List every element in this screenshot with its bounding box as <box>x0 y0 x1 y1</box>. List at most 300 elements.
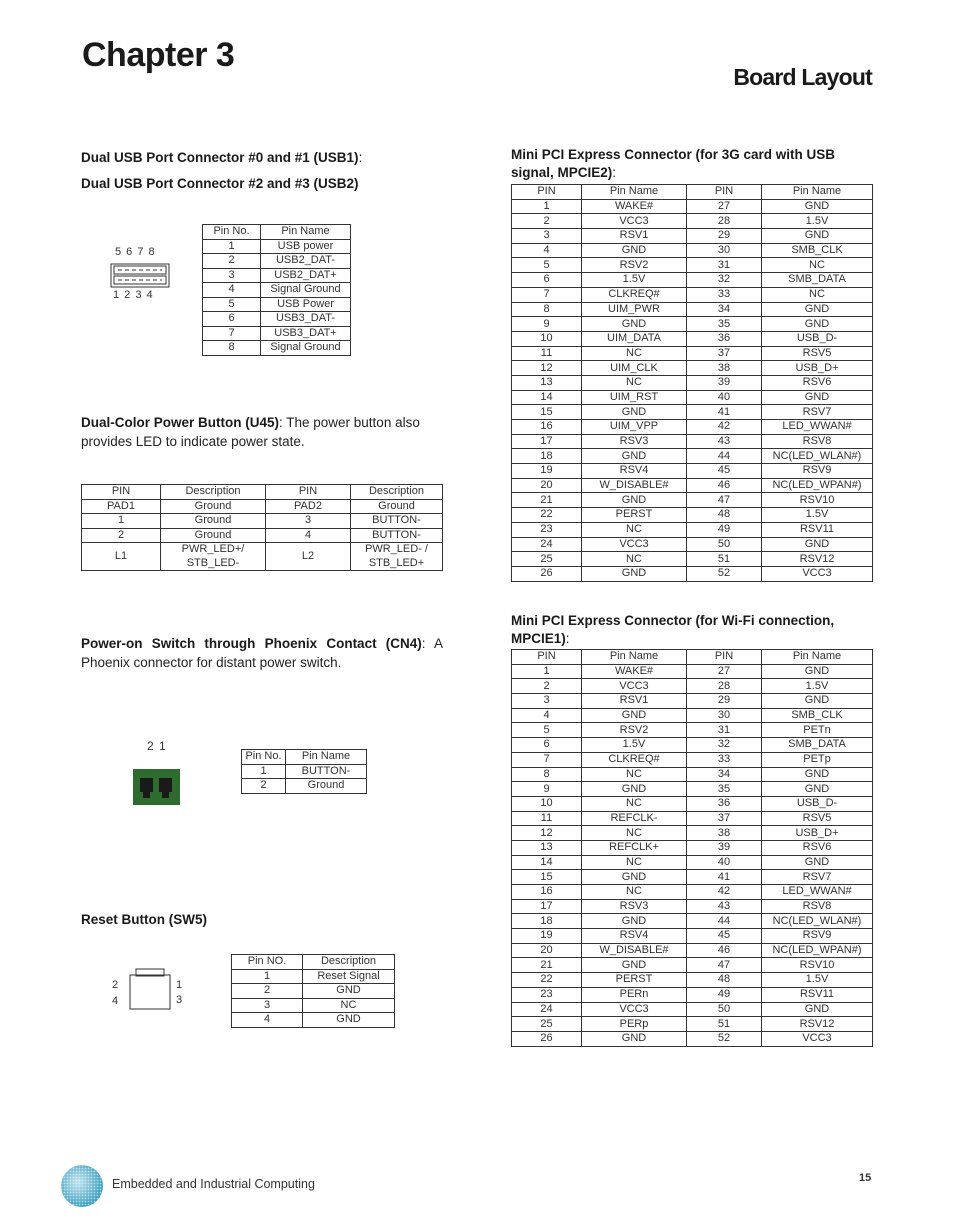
table-cell: NC <box>762 287 873 302</box>
power-button-heading: Dual-Color Power Button (U45) <box>81 415 279 430</box>
table-cell: GND <box>582 782 687 797</box>
table-cell: NC <box>582 767 687 782</box>
column-header: Pin Name <box>261 225 351 240</box>
table-cell: 4 <box>232 1013 303 1028</box>
table-cell: 2 <box>512 214 582 229</box>
table-cell: WAKE# <box>582 664 687 679</box>
table-row <box>512 855 873 870</box>
table-cell: GND <box>762 199 873 214</box>
table-cell: GND <box>762 855 873 870</box>
table-cell: 52 <box>687 566 762 581</box>
table-cell: 2 <box>512 679 582 694</box>
table-row <box>512 361 873 376</box>
table-cell: BUTTON- <box>351 514 443 529</box>
table-cell: 42 <box>687 420 762 435</box>
table-cell: Signal Ground <box>261 341 351 356</box>
table-row <box>82 543 443 571</box>
table-row <box>232 1013 395 1028</box>
page-number: 15 <box>859 1172 872 1184</box>
table-cell: VCC3 <box>582 214 687 229</box>
table-cell: 20 <box>512 478 582 493</box>
table-row <box>512 302 873 317</box>
table-cell: GND <box>582 708 687 723</box>
table-cell: 3 <box>232 998 303 1013</box>
table-cell: PWR_LED+/ STB_LED- <box>161 543 266 571</box>
table-cell: 8 <box>512 302 582 317</box>
table-row <box>203 297 351 312</box>
table-cell: 49 <box>687 522 762 537</box>
table-cell: 3 <box>512 694 582 709</box>
table-cell: GND <box>582 914 687 929</box>
table-cell: CLKREQ# <box>582 752 687 767</box>
table-cell: 37 <box>687 811 762 826</box>
table-row <box>242 764 367 779</box>
table-cell: 13 <box>512 840 582 855</box>
table-cell: NC <box>582 796 687 811</box>
table-cell: RSV3 <box>582 434 687 449</box>
table-cell: 16 <box>512 420 582 435</box>
table-cell: RSV1 <box>582 229 687 244</box>
table-cell: Signal Ground <box>261 283 351 298</box>
table-row <box>82 514 443 529</box>
table-row <box>512 708 873 723</box>
table-cell: RSV2 <box>582 258 687 273</box>
table-cell: PAD1 <box>82 499 161 514</box>
table-cell: 40 <box>687 855 762 870</box>
table-cell: 25 <box>512 1017 582 1032</box>
table-row <box>512 723 873 738</box>
column-header: Description <box>303 955 395 970</box>
table-row <box>242 779 367 794</box>
usb2-heading: Dual USB Port Connector #2 and #3 (USB2) <box>81 176 359 191</box>
table-row <box>512 885 873 900</box>
table-cell: SMB_DATA <box>762 273 873 288</box>
table-row <box>232 969 395 984</box>
table-cell: Ground <box>161 528 266 543</box>
table-cell: PETn <box>762 723 873 738</box>
table-cell: W_DISABLE# <box>582 478 687 493</box>
column-header: Pin Name <box>762 650 873 665</box>
table-header-row <box>232 955 395 970</box>
reset-button-diagram <box>128 967 172 1011</box>
reset-pin-label: 4 <box>112 995 119 1007</box>
table-cell: RSV4 <box>582 464 687 479</box>
table-cell: 8 <box>512 767 582 782</box>
column-header: PIN <box>687 650 762 665</box>
table-cell: 4 <box>203 283 261 298</box>
table-header-row <box>512 185 873 200</box>
table-cell: NC <box>582 826 687 841</box>
table-cell: 33 <box>687 752 762 767</box>
table-cell: 7 <box>512 752 582 767</box>
table-cell: 28 <box>687 679 762 694</box>
table-cell: 44 <box>687 449 762 464</box>
table-cell: RSV2 <box>582 723 687 738</box>
table-cell: USB2_DAT+ <box>261 268 351 283</box>
table-row <box>512 478 873 493</box>
table-cell: RSV8 <box>762 434 873 449</box>
table-cell: GND <box>582 493 687 508</box>
table-cell: UIM_PWR <box>582 302 687 317</box>
table-cell: PERST <box>582 508 687 523</box>
column-header: PIN <box>687 185 762 200</box>
table-cell: 5 <box>512 258 582 273</box>
reset-heading: Reset Button (SW5) <box>81 912 207 927</box>
table-cell: 1 <box>232 969 303 984</box>
table-row <box>512 258 873 273</box>
table-row <box>203 254 351 269</box>
table-row <box>512 664 873 679</box>
table-row <box>512 973 873 988</box>
table-cell: USB Power <box>261 297 351 312</box>
table-cell: RSV6 <box>762 840 873 855</box>
table-row <box>512 449 873 464</box>
table-cell: RSV9 <box>762 929 873 944</box>
table-row <box>512 420 873 435</box>
table-cell: PERp <box>582 1017 687 1032</box>
column-header: Pin Name <box>582 650 687 665</box>
table-cell: REFCLK- <box>582 811 687 826</box>
table-cell: RSV1 <box>582 694 687 709</box>
table-row <box>512 493 873 508</box>
table-cell: CLKREQ# <box>582 287 687 302</box>
table-cell: 1 <box>82 514 161 529</box>
table-cell: 29 <box>687 229 762 244</box>
table-cell: 46 <box>687 478 762 493</box>
reset-table <box>231 954 395 1028</box>
table-cell: 12 <box>512 826 582 841</box>
table-cell: GND <box>582 1031 687 1046</box>
table-row <box>512 694 873 709</box>
table-cell: 43 <box>687 899 762 914</box>
table-cell: USB_D- <box>762 796 873 811</box>
table-cell: NC <box>762 258 873 273</box>
table-cell: RSV12 <box>762 552 873 567</box>
table-row <box>82 499 443 514</box>
table-cell: 17 <box>512 434 582 449</box>
table-cell: GND <box>303 1013 395 1028</box>
reset-pin-label: 3 <box>176 994 183 1006</box>
table-cell: 21 <box>512 493 582 508</box>
table-cell: RSV5 <box>762 346 873 361</box>
table-row <box>203 326 351 341</box>
table-cell: PERn <box>582 987 687 1002</box>
table-cell: 20 <box>512 943 582 958</box>
table-row <box>232 998 395 1013</box>
table-cell: 6 <box>512 273 582 288</box>
table-cell: 1.5V <box>582 273 687 288</box>
table-cell: USB power <box>261 239 351 254</box>
table-row <box>512 287 873 302</box>
table-cell: VCC3 <box>762 1031 873 1046</box>
table-cell: WAKE# <box>582 199 687 214</box>
table-row <box>512 870 873 885</box>
table-cell: 7 <box>203 326 261 341</box>
table-cell: GND <box>762 302 873 317</box>
table-cell: 30 <box>687 708 762 723</box>
table-row <box>512 214 873 229</box>
table-cell: GND <box>762 229 873 244</box>
table-cell: RSV12 <box>762 1017 873 1032</box>
table-row <box>512 987 873 1002</box>
table-row <box>512 679 873 694</box>
table-row <box>512 346 873 361</box>
table-cell: 2 <box>82 528 161 543</box>
table-cell: 5 <box>512 723 582 738</box>
table-cell: 10 <box>512 796 582 811</box>
table-cell: NC <box>303 998 395 1013</box>
table-cell: 13 <box>512 375 582 390</box>
table-cell: 6 <box>203 312 261 327</box>
table-cell: 1.5V <box>762 973 873 988</box>
table-cell: GND <box>762 664 873 679</box>
table-cell: 29 <box>687 694 762 709</box>
table-cell: 14 <box>512 390 582 405</box>
table-cell: GND <box>762 694 873 709</box>
table-cell: UIM_RST <box>582 390 687 405</box>
table-cell: NC(LED_WPAN#) <box>762 943 873 958</box>
table-row <box>512 464 873 479</box>
column-header: Pin No. <box>203 225 261 240</box>
table-cell: GND <box>582 870 687 885</box>
table-row <box>203 239 351 254</box>
section-title: Board Layout <box>733 64 872 90</box>
phoenix-connector-diagram <box>133 769 181 806</box>
table-cell: 28 <box>687 214 762 229</box>
table-row <box>512 199 873 214</box>
table-cell: 33 <box>687 287 762 302</box>
column-header: Pin NO. <box>232 955 303 970</box>
table-row <box>512 738 873 753</box>
table-cell: GND <box>582 405 687 420</box>
usb1-heading: Dual USB Port Connector #0 and #1 (USB1): <box>81 150 363 165</box>
table-cell: 25 <box>512 552 582 567</box>
table-row <box>512 375 873 390</box>
usb-connector-diagram <box>110 263 172 289</box>
table-cell: RSV10 <box>762 958 873 973</box>
table-cell: 1 <box>512 664 582 679</box>
table-cell: 50 <box>687 537 762 552</box>
table-header-row <box>512 650 873 665</box>
table-cell: RSV5 <box>762 811 873 826</box>
table-cell: GND <box>582 449 687 464</box>
column-header: PIN <box>266 485 351 500</box>
power-switch-text: Power-on Switch through Phoenix Contact (CN4): A Phoenix connector for distant power switch. <box>81 636 443 670</box>
table-cell: NC(LED_WLAN#) <box>762 914 873 929</box>
table-cell: 37 <box>687 346 762 361</box>
table-cell: 9 <box>512 317 582 332</box>
table-cell: 4 <box>512 243 582 258</box>
table-row <box>512 899 873 914</box>
table-row <box>512 752 873 767</box>
table-row <box>512 796 873 811</box>
table-cell: NC <box>582 522 687 537</box>
table-row <box>203 312 351 327</box>
table-cell: USB_D+ <box>762 361 873 376</box>
table-cell: 3 <box>203 268 261 283</box>
reset-pin-label: 2 <box>112 979 119 991</box>
table-cell: L2 <box>266 543 351 571</box>
table-cell: 2 <box>203 254 261 269</box>
table-cell: RSV8 <box>762 899 873 914</box>
table-cell: 19 <box>512 464 582 479</box>
table-cell: PAD2 <box>266 499 351 514</box>
table-cell: GND <box>582 566 687 581</box>
table-cell: 5 <box>203 297 261 312</box>
mpcie1-heading: Mini PCI Express Connector (for Wi-Fi connection, MPCIE1): <box>511 613 835 646</box>
table-cell: 51 <box>687 1017 762 1032</box>
table-cell: 1 <box>512 199 582 214</box>
table-cell: 39 <box>687 375 762 390</box>
table-cell: GND <box>582 958 687 973</box>
table-cell: Ground <box>286 779 367 794</box>
usb-pin-table <box>202 224 351 356</box>
table-row <box>512 243 873 258</box>
table-cell: RSV11 <box>762 522 873 537</box>
table-cell: RSV11 <box>762 987 873 1002</box>
table-cell: 22 <box>512 973 582 988</box>
table-cell: 1.5V <box>762 214 873 229</box>
table-cell: 12 <box>512 361 582 376</box>
power-switch-table <box>241 749 367 794</box>
table-cell: UIM_DATA <box>582 331 687 346</box>
table-cell: 11 <box>512 346 582 361</box>
table-row <box>512 840 873 855</box>
table-cell: 27 <box>687 199 762 214</box>
table-cell: 41 <box>687 870 762 885</box>
table-row <box>512 1031 873 1046</box>
table-cell: 24 <box>512 1002 582 1017</box>
table-cell: 32 <box>687 738 762 753</box>
table-cell: SMB_CLK <box>762 243 873 258</box>
column-header: Pin No. <box>242 750 286 765</box>
table-cell: 41 <box>687 405 762 420</box>
table-cell: GND <box>762 782 873 797</box>
table-cell: RSV7 <box>762 405 873 420</box>
table-row <box>203 283 351 298</box>
table-cell: 2 <box>242 779 286 794</box>
table-cell: 16 <box>512 885 582 900</box>
table-cell: 27 <box>687 664 762 679</box>
column-header: Pin Name <box>286 750 367 765</box>
table-cell: 35 <box>687 317 762 332</box>
table-cell: 36 <box>687 796 762 811</box>
table-row <box>512 537 873 552</box>
table-cell: Ground <box>161 499 266 514</box>
table-row <box>512 767 873 782</box>
table-cell: SMB_CLK <box>762 708 873 723</box>
table-cell: PWR_LED- / STB_LED+ <box>351 543 443 571</box>
table-cell: 48 <box>687 508 762 523</box>
usb-pins-bottom: 1 2 3 4 <box>113 289 154 301</box>
table-row <box>512 1002 873 1017</box>
table-cell: REFCLK+ <box>582 840 687 855</box>
table-cell: 45 <box>687 464 762 479</box>
table-cell: BUTTON- <box>351 528 443 543</box>
table-cell: L1 <box>82 543 161 571</box>
table-cell: NC <box>582 885 687 900</box>
table-cell: 3 <box>266 514 351 529</box>
table-cell: 44 <box>687 914 762 929</box>
table-cell: 3 <box>512 229 582 244</box>
table-row <box>512 273 873 288</box>
table-row <box>512 229 873 244</box>
chapter-title: Chapter 3 <box>82 36 235 74</box>
table-cell: 14 <box>512 855 582 870</box>
phoenix-pins-label: 2 1 <box>147 739 167 753</box>
column-header: Pin Name <box>582 185 687 200</box>
table-cell: 24 <box>512 537 582 552</box>
table-cell: 26 <box>512 1031 582 1046</box>
table-cell: 34 <box>687 767 762 782</box>
table-cell: GND <box>303 984 395 999</box>
table-row <box>512 811 873 826</box>
table-cell: NC <box>582 855 687 870</box>
column-header: Description <box>351 485 443 500</box>
table-row <box>512 508 873 523</box>
column-header: Description <box>161 485 266 500</box>
table-cell: VCC3 <box>582 679 687 694</box>
table-header-row <box>242 750 367 765</box>
table-cell: RSV9 <box>762 464 873 479</box>
table-cell: 11 <box>512 811 582 826</box>
table-cell: LED_WWAN# <box>762 420 873 435</box>
table-cell: 18 <box>512 449 582 464</box>
table-cell: 4 <box>266 528 351 543</box>
table-cell: 45 <box>687 929 762 944</box>
table-cell: GND <box>762 537 873 552</box>
power-button-table <box>81 484 443 571</box>
footer-text: Embedded and Industrial Computing <box>112 1177 315 1191</box>
table-cell: 51 <box>687 552 762 567</box>
table-cell: GND <box>762 1002 873 1017</box>
table-cell: 43 <box>687 434 762 449</box>
table-cell: 31 <box>687 723 762 738</box>
table-cell: 35 <box>687 782 762 797</box>
table-cell: 22 <box>512 508 582 523</box>
table-cell: RSV4 <box>582 929 687 944</box>
table-cell: 1 <box>203 239 261 254</box>
table-cell: 10 <box>512 331 582 346</box>
table-cell: 23 <box>512 522 582 537</box>
table-cell: GND <box>582 243 687 258</box>
company-logo <box>60 1164 104 1208</box>
table-cell: 23 <box>512 987 582 1002</box>
table-cell: 39 <box>687 840 762 855</box>
table-cell: NC(LED_WPAN#) <box>762 478 873 493</box>
table-cell: Reset Signal <box>303 969 395 984</box>
table-row <box>512 782 873 797</box>
table-row <box>82 528 443 543</box>
table-row <box>512 405 873 420</box>
table-cell: USB3_DAT- <box>261 312 351 327</box>
power-button-text: Dual-Color Power Button (U45): The power button also provides LED to indicate power state. <box>81 415 420 449</box>
table-cell: 38 <box>687 361 762 376</box>
table-cell: 47 <box>687 958 762 973</box>
table-cell: 47 <box>687 493 762 508</box>
table-row <box>512 434 873 449</box>
table-cell: 17 <box>512 899 582 914</box>
table-cell: 49 <box>687 987 762 1002</box>
table-row <box>512 522 873 537</box>
table-row <box>512 566 873 581</box>
table-cell: 19 <box>512 929 582 944</box>
table-cell: GND <box>582 317 687 332</box>
table-row <box>512 958 873 973</box>
reset-pin-label: 1 <box>176 979 183 991</box>
table-cell: VCC3 <box>582 537 687 552</box>
table-cell: UIM_CLK <box>582 361 687 376</box>
